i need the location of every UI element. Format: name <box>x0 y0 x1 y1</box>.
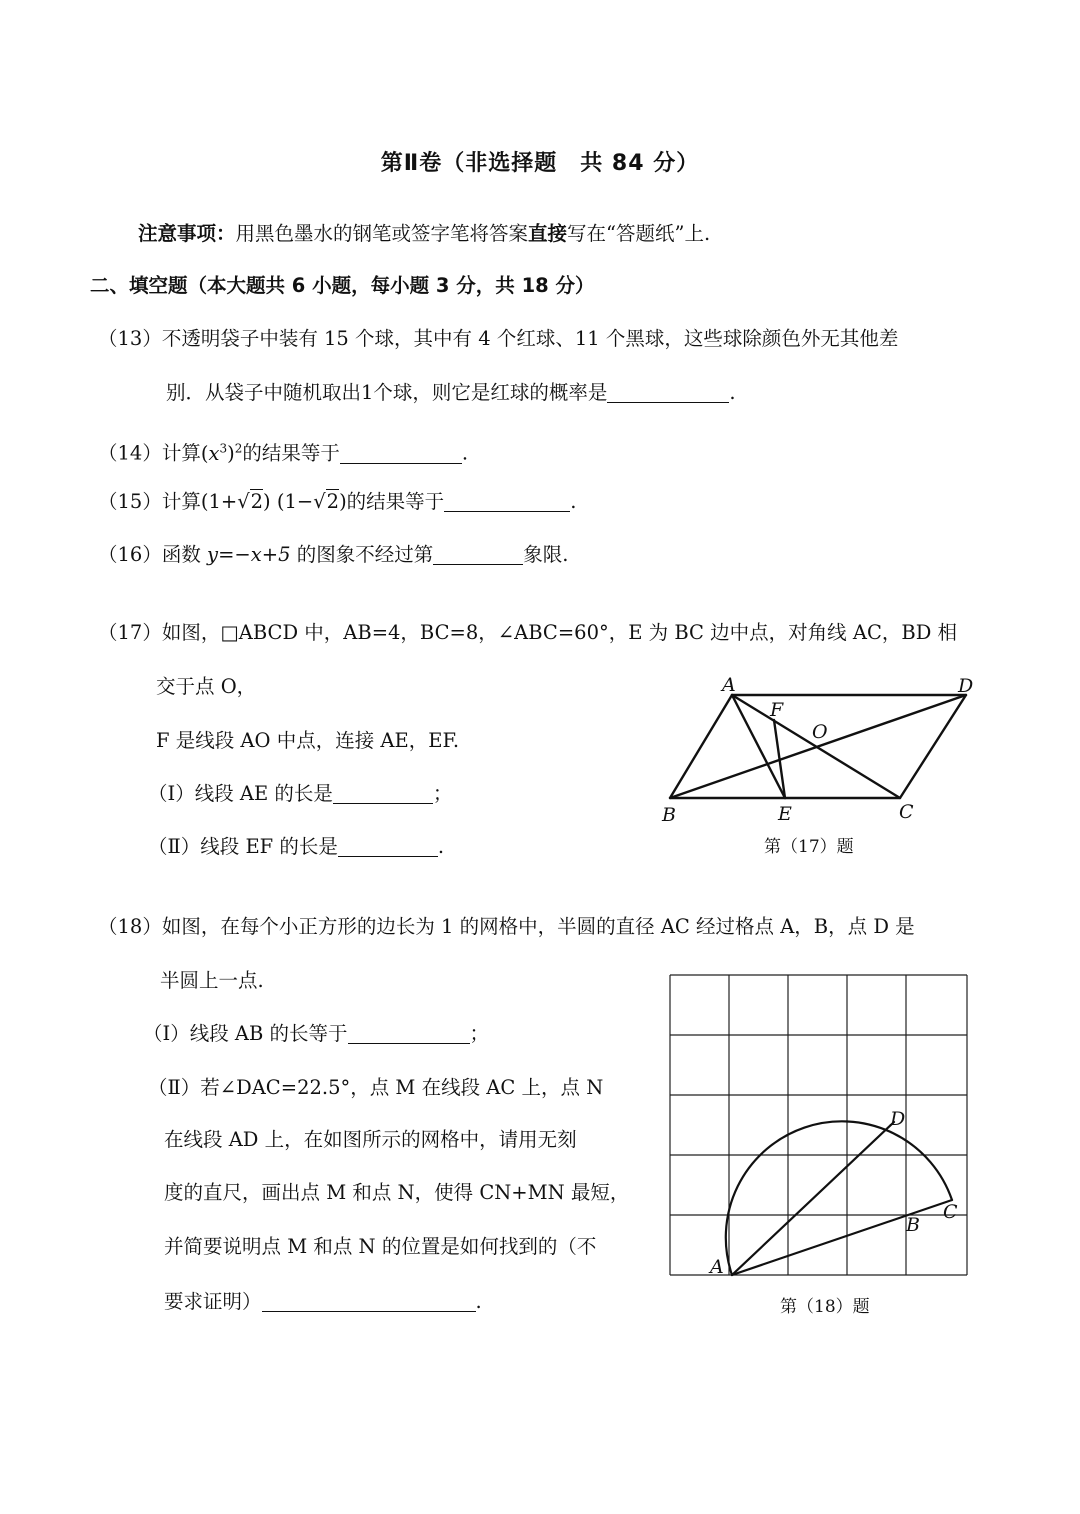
q17-label-d: D <box>958 675 974 697</box>
q17-label-a: A <box>722 674 736 696</box>
q18-part2-line1: （Ⅱ）若∠DAC=22.5°，点 M 在线段 AC 上，点 N <box>148 1076 604 1099</box>
q18-part2-line5: 要求证明） . <box>164 1290 482 1313</box>
q18-diameter-ac <box>732 1200 952 1275</box>
q18-part2-line3: 度的直尺，画出点 M 和点 N，使得 CN+MN 最短， <box>164 1181 630 1204</box>
q17-label-f: F <box>770 699 784 721</box>
q18-semicircle <box>726 1121 952 1275</box>
q13-text2: 别．从袋子中随机取出1个球，则它是红球的概率是 <box>166 381 608 404</box>
q16-text-b: 的图象不经过第 <box>296 543 434 566</box>
q17-diagonal-bd <box>670 695 966 798</box>
notice <box>138 220 710 248</box>
q17-line3: F 是线段 AO 中点，连接 AE，EF. <box>156 729 460 752</box>
q15-text-b: 的结果等于 <box>346 490 445 513</box>
q17-label-b: B <box>662 804 676 826</box>
q18-label-c: C <box>943 1201 958 1223</box>
q16-text-c: 象限. <box>523 543 569 566</box>
q13-text1: 不透明袋子中装有 15 个球，其中有 4 个红球、11 个黑球，这些球除颜色外无其他差 <box>161 327 899 350</box>
q17-part1-text: （Ⅰ）线段 AE 的长是 <box>148 782 333 805</box>
notice-text-after: 写在“答题纸”上. <box>567 222 711 245</box>
q14-text-b: 的结果等于 <box>242 441 340 465</box>
q18-text1: 如图，在每个小正方形的边长为 1 的网格中，半圆的直径 AC 经过格点 A，B，点 D 是 <box>161 915 915 938</box>
q17-part2-text: （Ⅱ）线段 EF 的长是 <box>148 835 338 858</box>
q15-text-a: 计算 <box>161 490 201 513</box>
q18-label-b: B <box>906 1214 920 1236</box>
q18-caption: 第（18）题 <box>780 1297 870 1317</box>
q13-line2: 别．从袋子中随机取出1个球，则它是红球的概率是 . <box>166 381 736 404</box>
notice-emphasis: 直接 <box>528 222 568 245</box>
q15-answer-blank[interactable] <box>444 491 570 512</box>
q15-line: （15）计算(1+√2) (1−√2)的结果等于 . <box>98 490 577 513</box>
q18-label-d: D <box>890 1108 906 1130</box>
q16-text-a: 函数 <box>161 543 201 566</box>
q18-line2: 半圆上一点. <box>160 969 264 992</box>
q17-part2: （Ⅱ）线段 EF 的长是 . <box>148 835 445 858</box>
q18-part2-line2: 在线段 AD 上，在如图所示的网格中，请用无刻 <box>164 1128 577 1151</box>
q17-part2-blank[interactable] <box>338 836 438 857</box>
q18-part1-blank[interactable] <box>348 1023 470 1044</box>
q17-figure <box>650 668 990 833</box>
q18-line1 <box>98 913 915 941</box>
q17-part1: （Ⅰ）线段 AE 的长是 ； <box>148 782 453 805</box>
notice-text-before: 用黑色墨水的钢笔或签字笔将答案 <box>235 222 529 245</box>
q16-function: y=−x+5 <box>207 543 291 566</box>
q18-segment-ad <box>732 1122 894 1275</box>
q17-label-c: C <box>899 801 914 823</box>
q14-expression: $(x^3)^2$ <box>200 441 243 465</box>
q18-figure <box>650 955 990 1295</box>
q18-part2-line4: 并简要说明点 M 和点 N 的位置是如何找到的（不 <box>164 1235 597 1258</box>
q17-caption: 第（17）题 <box>764 837 854 857</box>
q18-number: （18） <box>98 915 162 938</box>
q17-label-o: O <box>812 721 828 743</box>
q18-part2-text5: 要求证明） <box>164 1290 262 1313</box>
section-heading: 二、填空题（本大题共 6 小题，每小题 3 分，共 18 分） <box>90 274 595 297</box>
q16-number: （16） <box>98 543 162 566</box>
q14-answer-blank[interactable] <box>340 443 462 464</box>
q13-line1 <box>98 325 898 353</box>
q17-line1 <box>98 619 957 647</box>
q15-number: （15） <box>98 490 162 513</box>
q16-answer-blank[interactable] <box>433 544 523 565</box>
q18-part1: （Ⅰ）线段 AB 的长等于 ； <box>143 1022 490 1045</box>
q17-text1: 如图，□ABCD 中，AB=4，BC=8，∠ABC=60°，E 为 BC 边中点，对角线 AC，BD 相 <box>161 621 958 644</box>
q18-part2-blank[interactable] <box>262 1291 476 1312</box>
q17-line2: 交于点 O， <box>156 675 257 698</box>
q18-label-a: A <box>710 1256 724 1278</box>
q14-line: （14）计算$(x^3)^2$的结果等于 . <box>98 441 469 465</box>
q15-expression: (1+√2) (1−√2) <box>200 490 347 513</box>
q16-line <box>98 541 568 569</box>
q18-part1-text: （Ⅰ）线段 AB 的长等于 <box>143 1022 348 1045</box>
q17-number: （17） <box>98 621 162 644</box>
q14-text-a: 计算 <box>161 441 201 465</box>
notice-label: 注意事项： <box>138 222 236 245</box>
q18-grid <box>670 975 967 1275</box>
q13-number: （13） <box>98 327 162 350</box>
q14-number: （14） <box>98 441 162 465</box>
q17-label-e: E <box>778 803 792 825</box>
page-title: 第Ⅱ卷（非选择题 共 84 分） <box>380 151 700 176</box>
q13-answer-blank[interactable] <box>607 382 729 403</box>
q17-part1-blank[interactable] <box>333 783 433 804</box>
